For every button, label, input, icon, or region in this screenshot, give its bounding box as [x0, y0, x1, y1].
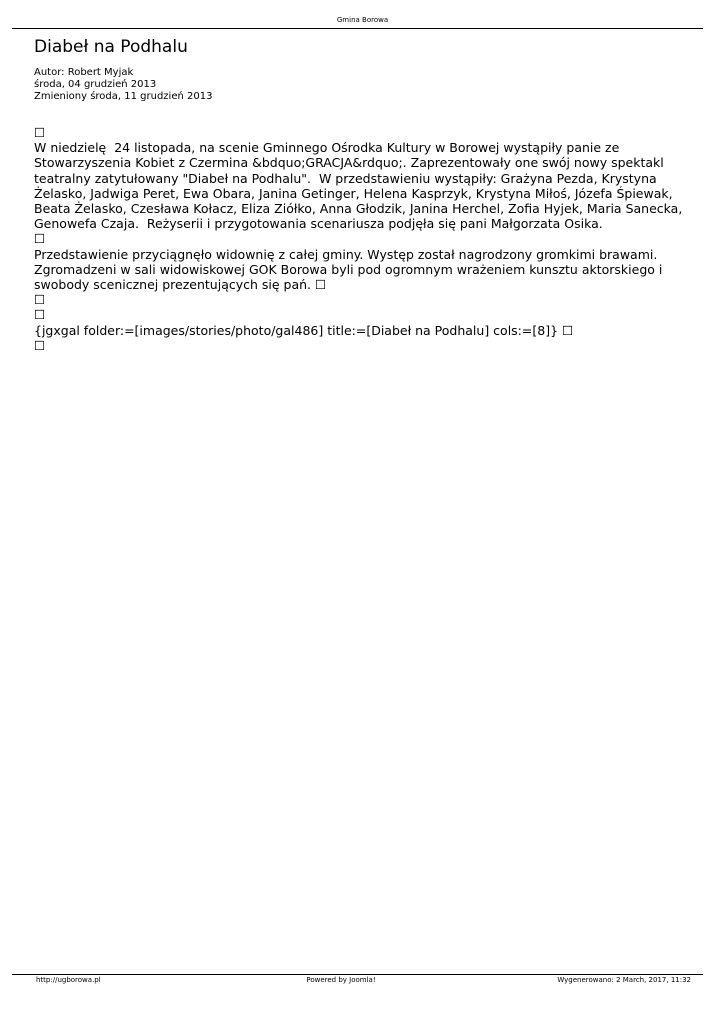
author-line: Autor: Robert Myjak — [34, 67, 134, 78]
article-paragraph-1: W niedzielę 24 listopada, na scenie Gminnego Ośrodka Kultury w Borowej wystąpiły panie ze Stowarzyszenia Kobiet z Czermina &bdquo;GRACJA&rdquo;. Zaprezentowały one swój nowy spektakl teatralny zatytułowany "Diabeł na Podhalu". W przedstawieniu wystąpiły: Grażyna Pezda, Krystyna Żelasko, Jadwiga Peret, Ewa Obara, Janina Getinger, Helena Kasprzyk, Krystyna Miłoś, Józefa Śpiewak, Beata Żelasko, Czesława Kołacz, Eliza Ziółko, Anna Głodzik, Janina Herchel, Zofia Hyjek, Maria Sanecka, Genowefa Czaja. Reżyserii i przygotowania scenariusza podjęła się pani Małgorzata Osika. — [34, 140, 687, 232]
gallery-plugin-tag: {jgxgal folder:=[images/stories/photo/gal486] title:=[Diabeł na Podhalu] cols:=[8]} ☐ — [34, 322, 574, 338]
header-divider — [12, 28, 703, 29]
missing-glyph-box: ☐ — [34, 337, 46, 353]
missing-glyph-box: ☐ — [34, 231, 46, 247]
site-name-header: Gmina Borowa — [336, 16, 389, 24]
footer-generated-date: Wygenerowano: 2 March, 2017, 11:32 — [557, 976, 691, 984]
article-paragraph-2: Przedstawienie przyciągnęło widownię z całej gminy. Występ został nagrodzony gromkimi brawami. Zgromadzeni w sali widowiskowej GOK Borowa byli pod ogromnym wrażeniem kunsztu aktorskiego i swobody scenicznej prezentujących się pań. ☐ — [34, 246, 667, 293]
footer-powered-by: Powered by Joomla! — [306, 976, 376, 984]
page-footer — [36, 976, 691, 986]
article-meta — [34, 67, 212, 103]
modified-date: Zmieniony środa, 11 grudzień 2013 — [34, 91, 213, 102]
missing-glyph-box: ☐ — [34, 292, 46, 308]
missing-glyph-box: ☐ — [34, 307, 46, 323]
article-title: Diabeł na Podhalu — [34, 37, 188, 57]
footer-divider — [12, 974, 703, 975]
created-date: środa, 04 grudzień 2013 — [34, 79, 157, 90]
article-content — [34, 125, 694, 353]
footer-site-url: http://ugborowa.pl — [36, 976, 101, 984]
missing-glyph-box: ☐ — [34, 125, 46, 140]
